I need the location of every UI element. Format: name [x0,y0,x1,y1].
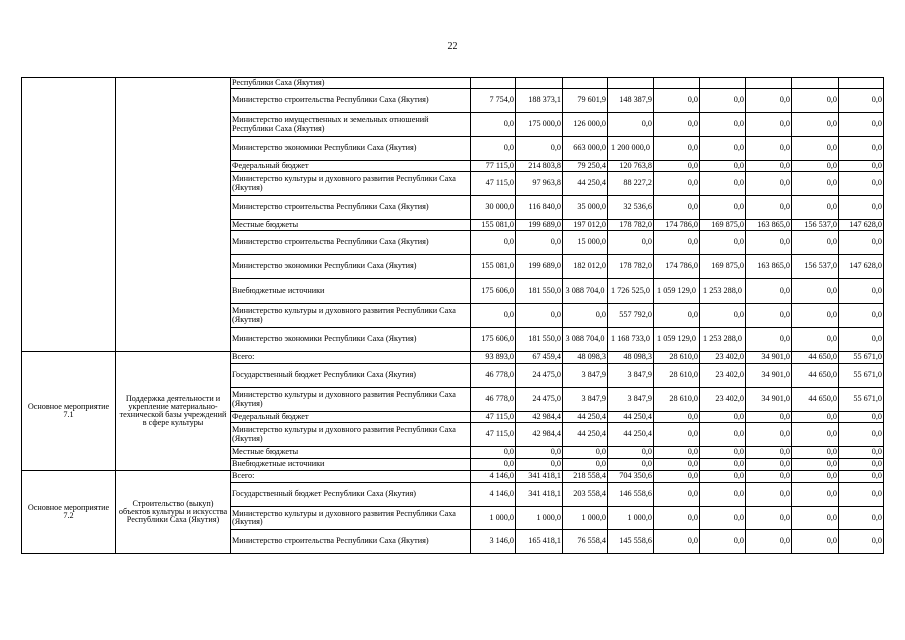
amount-cell: 0,0 [839,231,884,255]
measure-title-cell [116,78,231,352]
amount-cell: 0,0 [839,483,884,507]
funding-source-cell: Республики Саха (Якутия) [231,78,471,89]
amount-cell: 1 000,0 [608,507,654,530]
funding-source-cell: Федеральный бюджет [231,161,471,172]
amount-cell: 0,0 [839,459,884,471]
amount-cell: 0,0 [700,412,746,423]
amount-cell: 23 402,0 [700,364,746,388]
funding-source-cell: Федеральный бюджет [231,412,471,423]
amount-cell: 178 782,0 [608,220,654,231]
amount-cell: 93 893,0 [471,352,516,364]
amount-cell: 175 606,0 [471,279,516,304]
amount-cell: 0,0 [792,471,839,483]
amount-cell: 44 250,4 [563,172,608,196]
amount-cell: 67 459,4 [516,352,563,364]
measure-cell: Основное мероприятие 7.2 [22,471,116,554]
amount-cell: 1 000,0 [563,507,608,530]
amount-cell: 0,0 [746,304,792,328]
amount-cell: 0,0 [746,196,792,220]
amount-cell: 46 778,0 [471,388,516,412]
amount-cell: 0,0 [746,328,792,352]
amount-cell: 175 606,0 [471,328,516,352]
amount-cell: 0,0 [654,483,700,507]
amount-cell: 0,0 [654,507,700,530]
amount-cell: 0,0 [746,172,792,196]
amount-cell: 1 200 000,0 [608,137,654,161]
amount-cell: 0,0 [516,447,563,459]
amount-cell: 44 250,4 [563,412,608,423]
funding-source-cell: Местные бюджеты [231,447,471,459]
amount-cell: 0,0 [792,328,839,352]
amount-cell: 1 168 733,0 [608,328,654,352]
amount-cell: 116 840,0 [516,196,563,220]
amount-cell: 155 081,0 [471,255,516,279]
amount-cell: 1 253 288,0 [700,279,746,304]
amount-cell: 0,0 [792,304,839,328]
amount-cell: 24 475,0 [516,388,563,412]
measure-cell: Основное мероприятие 7.1 [22,352,116,471]
amount-cell: 0,0 [746,279,792,304]
amount-cell: 0,0 [792,412,839,423]
amount-cell [792,78,839,89]
amount-cell: 163 865,0 [746,255,792,279]
amount-cell: 0,0 [792,530,839,554]
amount-cell: 76 558,4 [563,530,608,554]
amount-cell: 79 250,4 [563,161,608,172]
amount-cell: 47 115,0 [471,172,516,196]
amount-cell: 0,0 [746,113,792,137]
amount-cell: 0,0 [839,113,884,137]
amount-cell: 48 098,3 [608,352,654,364]
funding-source-cell: Внебюджетные источники [231,459,471,471]
amount-cell: 28 610,0 [654,388,700,412]
amount-cell: 156 537,0 [792,255,839,279]
amount-cell: 0,0 [746,412,792,423]
amount-cell: 3 847,9 [608,388,654,412]
amount-cell: 0,0 [792,423,839,447]
amount-cell: 0,0 [839,447,884,459]
amount-cell: 0,0 [608,447,654,459]
amount-cell: 145 558,6 [608,530,654,554]
amount-cell: 3 146,0 [471,530,516,554]
amount-cell [608,78,654,89]
amount-cell: 0,0 [792,137,839,161]
funding-source-cell: Министерство культуры и духовного развития Республики Саха (Якутия) [231,388,471,412]
amount-cell: 0,0 [839,507,884,530]
amount-cell: 0,0 [746,137,792,161]
funding-source-cell: Министерство строительства Республики Саха (Якутия) [231,196,471,220]
funding-source-cell: Министерство экономики Республики Саха (Якутия) [231,328,471,352]
amount-cell: 0,0 [839,279,884,304]
amount-cell: 174 786,0 [654,255,700,279]
amount-cell: 0,0 [839,172,884,196]
amount-cell: 44 250,4 [608,423,654,447]
amount-cell: 42 984,4 [516,423,563,447]
amount-cell: 23 402,0 [700,388,746,412]
amount-cell: 0,0 [839,471,884,483]
amount-cell: 0,0 [792,459,839,471]
amount-cell: 46 778,0 [471,364,516,388]
amount-cell: 0,0 [746,423,792,447]
amount-cell: 0,0 [792,172,839,196]
amount-cell [516,78,563,89]
amount-cell: 0,0 [471,304,516,328]
amount-cell: 0,0 [700,304,746,328]
funding-source-cell: Министерство культуры и духовного развития Республики Саха (Якутия) [231,423,471,447]
amount-cell: 0,0 [839,161,884,172]
amount-cell: 0,0 [608,459,654,471]
amount-cell: 0,0 [792,231,839,255]
amount-cell: 55 671,0 [839,388,884,412]
funding-source-cell: Министерство строительства Республики Саха (Якутия) [231,89,471,113]
amount-cell: 0,0 [792,113,839,137]
amount-cell: 0,0 [839,89,884,113]
funding-source-cell: Министерство строительства Республики Саха (Якутия) [231,530,471,554]
amount-cell: 44 650,0 [792,352,839,364]
amount-cell: 0,0 [563,304,608,328]
amount-cell: 0,0 [516,231,563,255]
funding-source-cell: Министерство строительства Республики Саха (Якутия) [231,231,471,255]
amount-cell: 0,0 [700,530,746,554]
amount-cell: 147 628,0 [839,220,884,231]
amount-cell: 3 847,9 [608,364,654,388]
amount-cell: 1 059 129,0 [654,279,700,304]
amount-cell [563,78,608,89]
amount-cell: 0,0 [746,89,792,113]
amount-cell: 0,0 [516,304,563,328]
measure-title-cell: Строительство (выкуп) объектов культуры и искусства Республики Саха (Якутия) [116,471,231,554]
amount-cell: 0,0 [654,447,700,459]
amount-cell: 0,0 [654,459,700,471]
amount-cell: 0,0 [700,172,746,196]
amount-cell: 0,0 [839,530,884,554]
amount-cell: 28 610,0 [654,352,700,364]
amount-cell: 24 475,0 [516,364,563,388]
amount-cell: 0,0 [792,447,839,459]
amount-cell: 182 012,0 [563,255,608,279]
amount-cell: 0,0 [471,459,516,471]
amount-cell: 30 000,0 [471,196,516,220]
amount-cell: 0,0 [746,447,792,459]
funding-source-cell: Местные бюджеты [231,220,471,231]
amount-cell: 0,0 [700,423,746,447]
amount-cell: 181 550,0 [516,328,563,352]
amount-cell: 44 250,4 [608,412,654,423]
amount-cell: 147 628,0 [839,255,884,279]
amount-cell: 0,0 [746,507,792,530]
amount-cell: 178 782,0 [608,255,654,279]
amount-cell: 0,0 [654,412,700,423]
funding-source-cell: Министерство культуры и духовного развития Республики Саха (Якутия) [231,304,471,328]
amount-cell: 0,0 [839,423,884,447]
amount-cell: 0,0 [471,137,516,161]
amount-cell: 97 963,8 [516,172,563,196]
amount-cell: 44 250,4 [563,423,608,447]
amount-cell: 0,0 [792,279,839,304]
amount-cell: 3 088 704,0 [563,328,608,352]
amount-cell: 3 847,9 [563,364,608,388]
amount-cell: 146 558,6 [608,483,654,507]
amount-cell: 55 671,0 [839,352,884,364]
amount-cell: 0,0 [700,161,746,172]
amount-cell: 188 373,1 [516,89,563,113]
amount-cell: 0,0 [563,447,608,459]
amount-cell: 34 901,0 [746,352,792,364]
amount-cell: 0,0 [700,471,746,483]
amount-cell: 23 402,0 [700,352,746,364]
amount-cell: 0,0 [839,412,884,423]
amount-cell [746,78,792,89]
funding-source-cell: Министерство имущественных и земельных отношений Республики Саха (Якутия) [231,113,471,137]
amount-cell: 0,0 [654,172,700,196]
amount-cell: 0,0 [654,231,700,255]
funding-source-cell: Государственный бюджет Республики Саха (Якутия) [231,483,471,507]
amount-cell: 1 726 525,0 [608,279,654,304]
amount-cell: 165 418,1 [516,530,563,554]
amount-cell: 0,0 [792,161,839,172]
amount-cell: 199 689,0 [516,220,563,231]
funding-source-cell: Министерство культуры и духовного развития Республики Саха (Якутия) [231,172,471,196]
amount-cell: 47 115,0 [471,412,516,423]
amount-cell: 0,0 [700,447,746,459]
amount-cell: 0,0 [471,113,516,137]
amount-cell: 0,0 [839,137,884,161]
table-body [22,78,884,554]
amount-cell: 203 558,4 [563,483,608,507]
amount-cell: 663 000,0 [563,137,608,161]
table-row [22,471,884,483]
amount-cell: 0,0 [700,231,746,255]
amount-cell: 0,0 [700,113,746,137]
amount-cell: 15 000,0 [563,231,608,255]
amount-cell: 0,0 [746,459,792,471]
amount-cell: 214 803,8 [516,161,563,172]
amount-cell: 0,0 [792,196,839,220]
measure-title-cell: Поддержка деятельности и укрепление материально-технической базы учреждений в сфере культуры [116,352,231,471]
amount-cell: 0,0 [654,423,700,447]
funding-source-cell: Министерство экономики Республики Саха (Якутия) [231,255,471,279]
amount-cell: 341 418,1 [516,471,563,483]
budget-table [21,77,884,554]
amount-cell: 0,0 [839,304,884,328]
funding-source-cell: Всего: [231,352,471,364]
amount-cell: 0,0 [516,459,563,471]
amount-cell: 34 901,0 [746,388,792,412]
amount-cell: 0,0 [746,471,792,483]
amount-cell: 0,0 [839,196,884,220]
amount-cell: 0,0 [700,483,746,507]
amount-cell: 0,0 [654,304,700,328]
amount-cell: 4 146,0 [471,483,516,507]
amount-cell: 0,0 [654,196,700,220]
amount-cell: 7 754,0 [471,89,516,113]
amount-cell: 44 650,0 [792,388,839,412]
amount-cell: 0,0 [700,459,746,471]
amount-cell: 3 847,9 [563,388,608,412]
page-number: 22 [447,41,458,52]
amount-cell: 1 059 129,0 [654,328,700,352]
amount-cell: 0,0 [839,328,884,352]
amount-cell: 34 901,0 [746,364,792,388]
amount-cell: 148 387,9 [608,89,654,113]
amount-cell: 120 763,8 [608,161,654,172]
amount-cell: 79 601,9 [563,89,608,113]
amount-cell: 0,0 [471,447,516,459]
amount-cell: 3 088 704,0 [563,279,608,304]
amount-cell: 1 253 288,0 [700,328,746,352]
amount-cell: 4 146,0 [471,471,516,483]
amount-cell: 35 000,0 [563,196,608,220]
amount-cell: 88 227,2 [608,172,654,196]
funding-source-cell: Внебюджетные источники [231,279,471,304]
amount-cell: 126 000,0 [563,113,608,137]
amount-cell: 0,0 [746,530,792,554]
amount-cell [471,78,516,89]
amount-cell: 0,0 [516,137,563,161]
measure-cell [22,78,116,352]
amount-cell: 181 550,0 [516,279,563,304]
amount-cell: 0,0 [746,161,792,172]
amount-cell: 28 610,0 [654,364,700,388]
amount-cell: 0,0 [654,530,700,554]
funding-source-cell: Министерство культуры и духовного развития Республики Саха (Якутия) [231,507,471,530]
amount-cell: 1 000,0 [471,507,516,530]
amount-cell [700,78,746,89]
amount-cell: 1 000,0 [516,507,563,530]
amount-cell: 218 558,4 [563,471,608,483]
funding-source-cell: Всего: [231,471,471,483]
amount-cell: 0,0 [700,89,746,113]
amount-cell: 155 081,0 [471,220,516,231]
amount-cell: 0,0 [654,89,700,113]
amount-cell: 199 689,0 [516,255,563,279]
amount-cell: 156 537,0 [792,220,839,231]
amount-cell: 341 418,1 [516,483,563,507]
amount-cell: 0,0 [746,231,792,255]
amount-cell: 0,0 [608,113,654,137]
amount-cell: 44 650,0 [792,364,839,388]
amount-cell: 0,0 [608,231,654,255]
amount-cell: 0,0 [746,483,792,507]
amount-cell: 48 098,3 [563,352,608,364]
amount-cell [839,78,884,89]
amount-cell: 0,0 [654,471,700,483]
amount-cell: 0,0 [792,89,839,113]
amount-cell: 169 875,0 [700,255,746,279]
amount-cell: 0,0 [700,196,746,220]
amount-cell: 0,0 [471,231,516,255]
amount-cell: 169 875,0 [700,220,746,231]
amount-cell: 32 536,6 [608,196,654,220]
amount-cell: 0,0 [563,459,608,471]
funding-source-cell: Государственный бюджет Республики Саха (Якутия) [231,364,471,388]
amount-cell: 197 012,0 [563,220,608,231]
amount-cell [654,78,700,89]
amount-cell: 163 865,0 [746,220,792,231]
funding-source-cell: Министерство экономики Республики Саха (Якутия) [231,137,471,161]
amount-cell: 0,0 [654,161,700,172]
amount-cell: 557 792,0 [608,304,654,328]
amount-cell: 47 115,0 [471,423,516,447]
amount-cell: 0,0 [654,137,700,161]
amount-cell: 0,0 [700,507,746,530]
amount-cell: 704 350,6 [608,471,654,483]
amount-cell: 0,0 [654,113,700,137]
amount-cell: 175 000,0 [516,113,563,137]
amount-cell: 0,0 [792,483,839,507]
table-row [22,78,884,89]
amount-cell: 42 984,4 [516,412,563,423]
amount-cell: 0,0 [700,137,746,161]
amount-cell: 77 115,0 [471,161,516,172]
table-row [22,352,884,364]
amount-cell: 55 671,0 [839,364,884,388]
amount-cell: 0,0 [792,507,839,530]
amount-cell: 174 786,0 [654,220,700,231]
